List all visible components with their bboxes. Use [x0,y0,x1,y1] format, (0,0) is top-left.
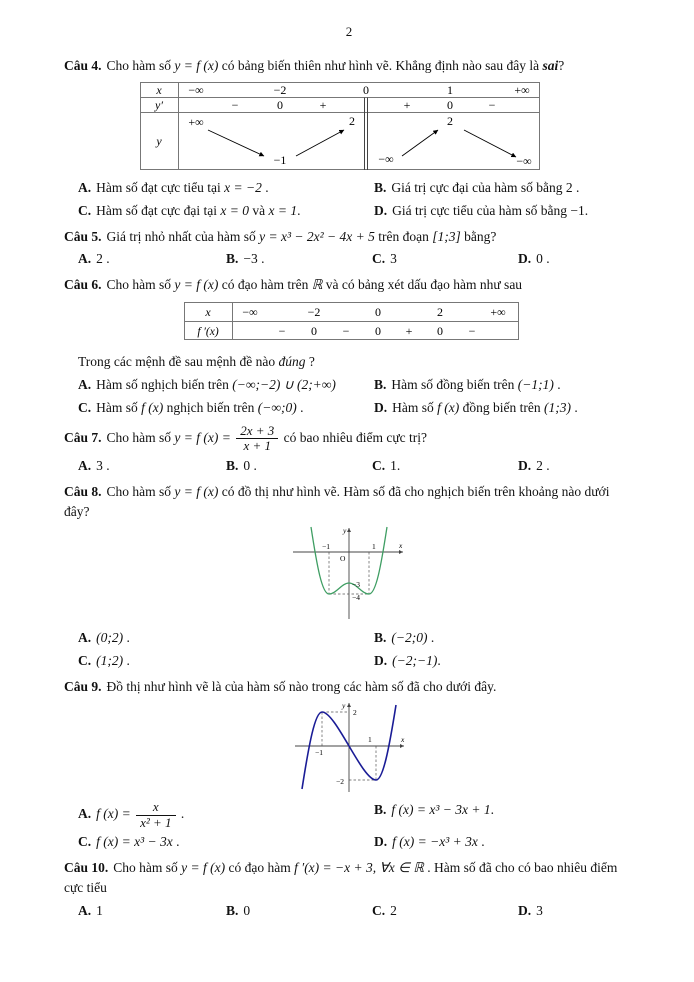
option-key: B. [374,630,387,646]
option-text: f (x) = −x³ + 3x . [392,834,485,850]
question-10-label: Câu 10. [64,860,109,876]
variation-table-svg [140,82,540,170]
option-key: A. [78,251,92,267]
question-6-sign-table [184,302,634,344]
sign: + [405,323,413,338]
y-value: −∞ [516,154,532,169]
option-key: C. [372,251,386,267]
x-value: −2 [273,83,287,98]
option-text: 2 . [536,457,550,473]
question-7-option-a [78,456,226,477]
y-prime-row [154,98,496,112]
option-text: (−2;0) . [391,630,435,646]
question-7 [64,424,634,477]
x-value: 2 [437,304,443,319]
tick-label: 2 [352,708,357,718]
option-text: Hàm số đạt cực đại tại x = 0 và x = 1. [96,203,301,219]
x-axis-label: x [399,541,403,551]
question-5-text: Giá trị nhỏ nhất của hàm số y = x³ − 2x² − 4x + 5 trên đoạn [1;3] bằng? [106,229,497,245]
f-prime-row [197,324,475,338]
option-text: f (x) = x³ − 3x + 1. [391,802,494,818]
question-4-text: Cho hàm số y = f (x) có bảng biến thiên như hình vẽ. Khẳng định nào sau đây là sai? [106,58,565,73]
question-8-stem [64,482,634,523]
option-key: C. [78,834,92,850]
option-key: A. [78,630,92,646]
sign: − [468,323,476,338]
option-text: (0;2) . [96,630,130,646]
question-8-option-c [78,651,374,672]
question-9-option-d [374,832,634,853]
row-label-x: x [205,304,211,319]
variation-arrows [208,130,516,157]
question-6-options [64,375,634,419]
sign: 0 [437,323,443,338]
question-9-option-c [78,832,374,853]
sign: − [278,323,286,338]
option-text: 2 [390,902,397,918]
y-value: 2 [447,114,453,129]
option-text: −3 . [243,251,265,267]
option-text: Giá trị cực đại của hàm số bằng 2 . [391,180,580,196]
question-10-option-d [518,901,634,922]
question-10-option-c [372,901,518,922]
row-label-f-prime: f ′(x) [197,325,219,338]
question-10-option-b [226,901,372,922]
x-value: +∞ [490,304,506,319]
tick-label: −2 [335,777,344,787]
sign: 0 [311,323,317,338]
option-key: D. [374,834,388,850]
question-5-option-d [518,249,634,270]
option-key: B. [374,802,387,818]
option-text: 2 . [96,251,110,267]
option-key: C. [78,399,92,415]
question-10-stem [64,858,634,899]
question-4-variation-table [140,82,634,174]
option-text: f (x) = $\frac{x}{\text{x² + 1}}$ . [96,799,185,830]
question-4 [64,56,634,222]
question-6-label: Câu 6. [64,277,102,293]
question-5-label: Câu 5. [64,229,102,245]
option-key: D. [374,203,388,219]
row-label-y: y [156,134,162,149]
question-4-options [64,178,634,222]
sign: + [403,98,411,113]
question-9-graph [64,699,634,798]
option-key: B. [226,457,239,473]
option-key: A. [78,376,92,392]
tick-label: 1 [367,735,372,745]
option-text: f (x) = x³ − 3x . [96,834,180,850]
question-8-option-d [374,651,634,672]
x-axis-label: x [400,735,404,745]
question-8-text: Cho hàm số y = f (x) có đồ thị như hình vẽ. Hàm số đã cho nghịch biến trên khoảng nào dưới đây? [64,483,610,519]
option-text: Hàm số nghịch biến trên (−∞;−2) ∪ (2;+∞) [96,376,336,392]
question-8-option-a [78,628,374,649]
question-6-option-d [374,398,634,419]
tick-label: −1 [322,542,330,552]
question-9-stem [64,677,634,697]
option-text: 1 [96,902,103,918]
row-label-x: x [156,83,162,98]
option-text: Hàm số đồng biến trên (−1;1) . [391,376,561,392]
tick-label: −3 [352,580,360,590]
tick-label: −1 [314,748,323,758]
x-value: +∞ [514,83,530,98]
x-row [155,83,529,97]
question-6-subline: Trong các mệnh đề sau mệnh đề nào đúng ? [78,353,315,369]
question-5-stem [64,227,634,247]
sign: 0 [277,98,283,113]
y-value: 2 [349,114,355,129]
question-4-label: Câu 4. [64,58,102,73]
option-text: 3 [390,251,397,267]
sign: − [231,98,239,113]
sign: 0 [447,98,453,113]
question-9 [64,677,634,853]
origin-label: O [340,554,346,564]
option-key: C. [372,457,386,473]
option-text: Hàm số f (x) đồng biến trên (1;3) . [392,399,578,415]
question-6-stem [64,275,634,295]
option-text: 3 [536,902,543,918]
discontinuity-double-bar [365,98,368,171]
question-5-options [64,249,634,270]
option-text: (−2;−1). [392,653,441,669]
question-4-option-d [374,201,634,222]
question-7-label: Câu 7. [64,429,102,445]
option-text: 0 [243,902,251,918]
option-text: Hàm số đạt cực tiểu tại x = −2 . [96,180,269,196]
option-key: B. [374,376,387,392]
x-value: 0 [375,304,381,319]
question-8 [64,482,634,672]
option-text: Giá trị cực tiểu của hàm số bằng −1. [392,203,589,219]
sign-table-svg [184,302,519,340]
option-text: 3 . [96,457,110,473]
graph-labels [315,701,405,786]
question-10-options [64,901,634,922]
option-key: D. [518,251,532,267]
option-key: D. [374,399,388,415]
question-8-graph [64,524,634,626]
question-6 [64,275,634,418]
question-9-option-a [78,800,374,830]
option-key: D. [374,653,388,669]
question-6-option-c [78,398,374,419]
question-10-text: Cho hàm số y = f (x) có đạo hàm f ′(x) = −x + 3, ∀x ∈ ℝ . Hàm số đã cho có bao nhiêu điểm cực tiểu [64,860,618,896]
option-text: 0 . [243,457,257,473]
question-4-stem [64,56,634,76]
y-value: +∞ [188,115,204,130]
question-5 [64,227,634,270]
question-9-option-b [374,800,634,830]
x-row [204,305,505,319]
question-8-option-b [374,628,634,649]
question-7-option-d [518,456,634,477]
question-8-label: Câu 8. [64,483,102,499]
option-key: B. [226,251,239,267]
question-4-option-c [78,201,374,222]
x-value: −∞ [242,304,258,319]
option-text: 1. [390,457,401,473]
question-7-text: Cho hàm số y = f (x) = $\frac{2x + 3}{x + 1}$ có bao nhiêu điểm cực trị? [106,422,428,454]
question-6-option-b [374,375,634,396]
sign: − [342,323,350,338]
question-5-option-b [226,249,372,270]
option-key: C. [78,653,92,669]
sign: 0 [375,323,381,338]
option-key: A. [78,457,92,473]
axes [293,528,403,619]
question-5-option-a [78,249,226,270]
option-key: D. [518,902,532,918]
question-9-label: Câu 9. [64,678,102,694]
question-9-options [64,800,634,853]
option-key: A. [78,902,92,918]
x-value: 1 [447,83,453,98]
y-value: −1 [273,153,287,168]
option-text: (1;2) . [96,653,130,669]
option-key: A. [78,180,92,196]
question-5-option-c [372,249,518,270]
question-9-text: Đồ thị như hình vẽ là của hàm số nào trong các hàm số đã cho dưới đây. [106,678,497,694]
y-row [155,114,531,168]
sign: − [488,98,496,113]
page-number: 2 [345,24,353,39]
tick-label: −4 [352,593,360,603]
question-7-option-b [226,456,372,477]
sign: + [319,98,327,113]
option-key: C. [78,203,92,219]
question-7-option-c [372,456,518,477]
question-7-options [64,456,634,477]
y-value: −∞ [378,152,394,167]
question-6-text: Cho hàm số y = f (x) có đạo hàm trên ℝ và có bảng xét dấu đạo hàm như sau [106,277,523,293]
x-value: −∞ [188,83,204,98]
row-label-y-prime: y′ [155,98,163,113]
question-8-options [64,628,634,672]
question-10-option-a [78,901,226,922]
question-10 [64,858,634,921]
y-axis-label: y [341,701,345,711]
x-value: 0 [363,83,369,98]
question-4-option-b [374,178,634,199]
question-7-stem [64,424,634,454]
option-key: D. [518,457,532,473]
option-text: Hàm số f (x) nghịch biến trên (−∞;0) . [96,399,304,415]
option-key: B. [374,180,387,196]
option-key: A. [78,806,92,822]
question-6-option-a [78,375,374,396]
x-value: −2 [307,304,321,319]
tick-label: 1 [372,542,376,552]
quartic-graph-svg [289,524,409,622]
option-key: C. [372,902,386,918]
option-text: 0 . [536,251,550,267]
option-key: B. [226,902,239,918]
y-axis-label: y [343,526,347,536]
question-4-option-a [78,178,374,199]
cubic-graph-svg [292,699,407,794]
